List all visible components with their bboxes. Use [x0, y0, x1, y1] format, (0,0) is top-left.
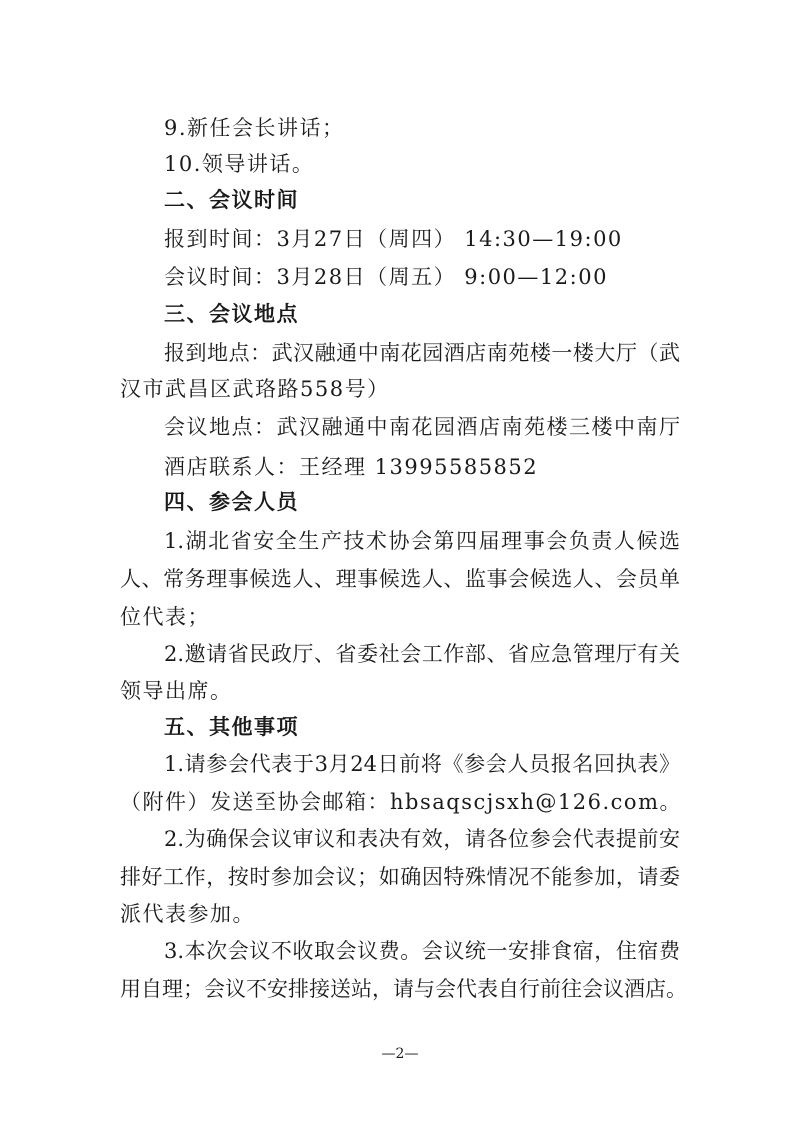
other-item-1-line-2: （附件）发送至协会邮箱：hbsaqscjsxh@126.com。 [120, 790, 682, 814]
section-heading-location: 三、会议地点 [164, 302, 299, 326]
other-item-3-line-2: 用自理；会议不安排接送站，请与会代表自行前往会议酒店。 [120, 977, 687, 1001]
other-item-3-line-1: 3.本次会议不收取会议费。会议统一安排食宿，住宿费 [164, 939, 680, 963]
attendees-item-1-line-2: 人、常务理事候选人、理事候选人、监事会候选人、会员单 [120, 567, 680, 591]
other-item-2-line-2: 排好工作，按时参加会议；如确因特殊情况不能参加，请委 [120, 865, 680, 889]
section-heading-attendees: 四、参会人员 [164, 490, 299, 514]
attendees-item-1-line-3: 位代表； [120, 605, 210, 629]
other-item-2-line-1: 2.为确保会议审议和表决有效，请各位参会代表提前安 [164, 827, 680, 851]
agenda-item-10: 10.领导讲话。 [164, 152, 315, 176]
agenda-item-9: 9.新任会长讲话； [164, 116, 345, 140]
meeting-time: 会议时间：3月28日（周五） 9:00—12:00 [164, 265, 608, 289]
other-item-1-line-1: 1.请参会代表于3月24日前将《参会人员报名回执表》 [164, 752, 680, 776]
section-heading-other: 五、其他事项 [164, 715, 299, 739]
attendees-item-2-line-1: 2.邀请省民政厅、省委社会工作部、省应急管理厅有关 [164, 642, 680, 666]
meeting-location: 会议地点：武汉融通中南花园酒店南苑楼三楼中南厅 [164, 415, 682, 439]
checkin-location-line-2: 汉市武昌区武珞路558号） [120, 377, 390, 401]
attendees-item-2-line-2: 领导出席。 [120, 679, 233, 703]
section-heading-time: 二、会议时间 [164, 188, 299, 212]
checkin-location-line-1: 报到地点：武汉融通中南花园酒店南苑楼一楼大厅（武 [164, 341, 680, 365]
other-item-2-line-3: 派代表参加。 [120, 902, 255, 926]
attendees-item-1-line-1: 1.湖北省安全生产技术协会第四届理事会负责人候选 [164, 529, 680, 553]
page-number: —2— [381, 1046, 419, 1062]
checkin-time: 报到时间：3月27日（周四） 14:30—19:00 [164, 227, 623, 251]
hotel-contact: 酒店联系人：王经理 13995585852 [164, 455, 539, 479]
